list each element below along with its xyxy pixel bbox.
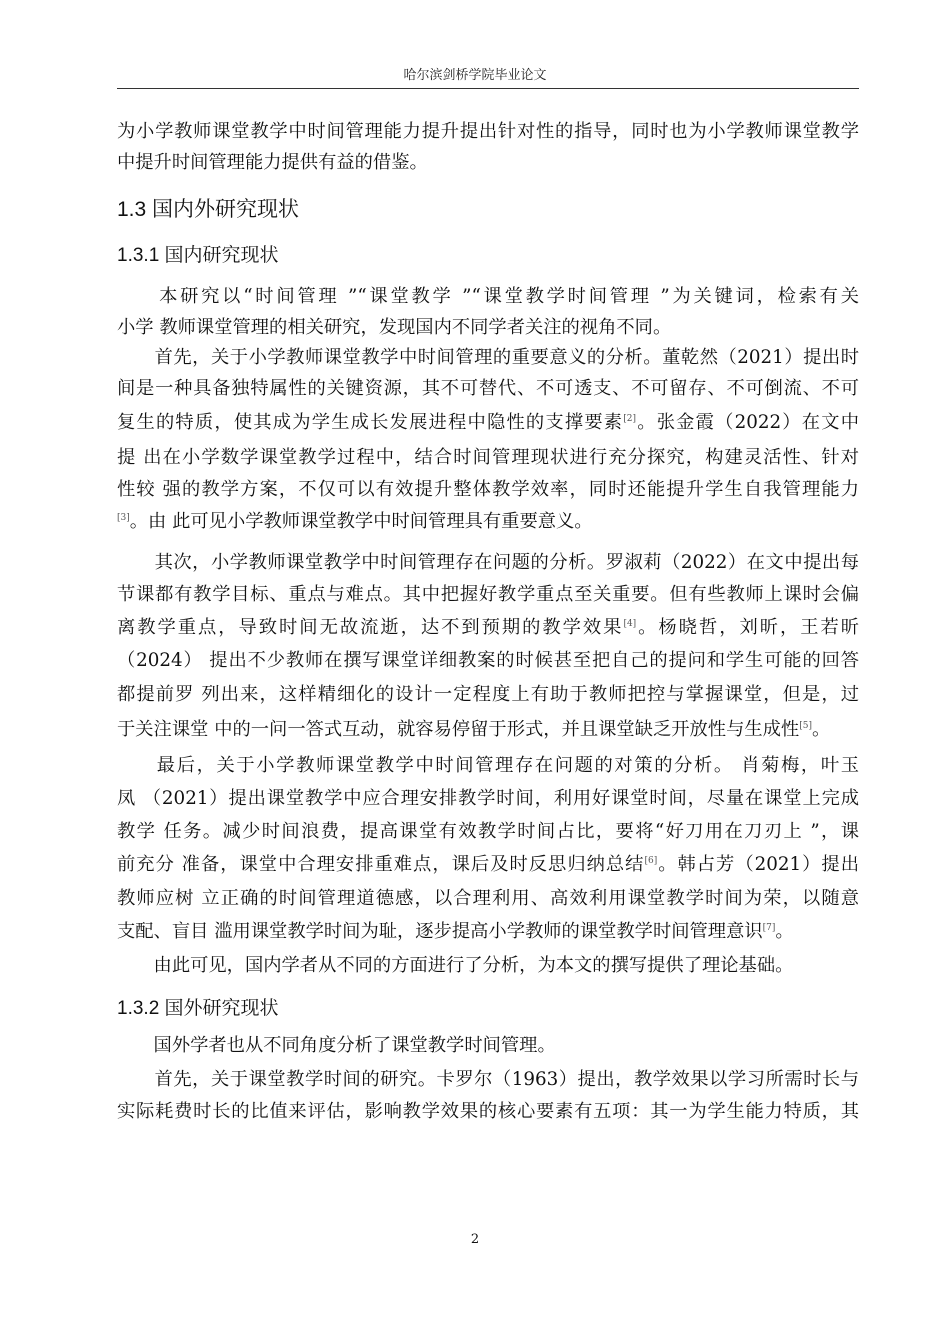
text-segment: 首先，关于小学教师课堂教学中时间管理的重要意义的分析。董乾然（2021）提出时 (117, 347, 859, 368)
text-line (117, 411, 859, 435)
section-heading-1-3: 1.3 国内外研究现状 (117, 198, 300, 221)
text-segment: 于关注课堂 中的一问一答式互动，就容易停留于形式，并且课堂缺乏开放性与生成性 (117, 719, 800, 740)
text-segment: 节课都有教学目标、重点与难点。其中把握好教学重点至关重要。但有些教师上课时会偏 (117, 584, 859, 605)
text-line (117, 920, 859, 944)
text-segment: （2024） 提出不少教师在撰写课堂详细教案的时候甚至把自己的提问和学生可能的回答 (117, 650, 859, 671)
text-segment: 间是一种具备独特属性的关键资源，其不可替代、不可透支、不可留存、不可倒流、不可 (117, 378, 859, 399)
text-segment: 。 (775, 921, 794, 942)
text-line (117, 285, 859, 309)
text-line (117, 478, 859, 502)
text-segment: 为小学教师课堂教学中时间管理能力提升提出针对性的指导，同时也为小学教师课堂教学 (117, 121, 859, 142)
text-segment: 。韩占芳（2021）提出 (657, 854, 859, 875)
text-segment: 前充分 准备，课堂中合理安排重难点，课后及时反思归纳总结 (117, 854, 645, 875)
text-line (117, 1100, 859, 1124)
citation-ref: [3] (117, 513, 130, 523)
text-segment: 其次，小学教师课堂教学中时间管理存在问题的分析。罗淑莉（2022）在文中提出每 (117, 552, 859, 573)
citation-ref: [6] (644, 856, 658, 866)
text-segment: 凤 （2021）提出课堂教学中应合理安排教学时间，利用好课堂时间，尽量在课堂上完成 (117, 788, 859, 809)
citation-ref: [2] (623, 414, 637, 424)
text-line (117, 616, 859, 640)
text-line (117, 583, 859, 607)
text-segment: 支配、盲目 滥用课堂教学时间为耻，逐步提高小学教师的课堂教学时间管理意识 (117, 921, 763, 942)
citation-ref: [7] (762, 923, 776, 933)
text-line (117, 954, 859, 978)
text-segment: 都提前罗 列出来，这样精细化的设计一定程度上有助于教师把控与掌握课堂，但是，过 (117, 684, 859, 705)
text-segment: 提 出在小学数学课堂教学过程中，结合时间管理现状进行充分探究，构建灵活性、针对 (117, 447, 859, 468)
text-line (117, 551, 859, 575)
text-segment: 。 (811, 719, 831, 740)
text-segment: 国外学者也从不同角度分析了课堂教学时间管理。 (117, 1035, 556, 1056)
text-segment: 首先，关于课堂教学时间的研究。卡罗尔（1963）提出，教学效果以学习所需时长与 (117, 1069, 859, 1090)
text-segment: 离教学重点，导致时间无故流逝，达不到预期的教学效果 (117, 617, 624, 638)
text-line (117, 120, 859, 144)
citation-ref: [5] (799, 721, 812, 731)
text-segment: 。张金霞（2022）在文中 (636, 412, 859, 433)
text-line (117, 718, 859, 742)
section-heading-1-3-1: 1.3.1 国内研究现状 (117, 245, 279, 266)
text-line (117, 346, 859, 370)
text-line (117, 446, 859, 470)
text-line (117, 1034, 859, 1058)
text-segment: 。杨晓哲，刘昕，王若昕 (636, 617, 860, 638)
citation-ref: [4] (623, 619, 637, 629)
text-segment: 本研究以“时间管理 ”“课堂教学 ”“课堂教学时间管理 ”为关键词，检索有关 (117, 286, 859, 307)
text-segment: 。由 此可见小学教师课堂教学中时间管理具有重要意义。 (129, 511, 593, 532)
text-line (117, 887, 859, 911)
running-header: 哈尔滨剑桥学院毕业论文 (403, 68, 547, 83)
text-line (117, 853, 859, 877)
text-segment: 性较 强的教学方案，不仅可以有效提升整体教学效率，同时还能提升学生自我管理能力 (117, 479, 859, 500)
text-segment: 中提升时间管理能力提供有益的借鉴。 (117, 152, 428, 173)
text-segment: 小学 教师课堂管理的相关研究，发现国内不同学者关注的视角不同。 (117, 317, 672, 338)
text-line (117, 316, 859, 340)
text-line (117, 151, 859, 175)
text-segment: 由此可见，国内学者从不同的方面进行了分析，为本文的撰写提供了理论基础。 (117, 955, 794, 976)
section-heading-1-3-2: 1.3.2 国外研究现状 (117, 998, 279, 1019)
text-line (117, 787, 859, 811)
text-segment: 实际耗费时长的比值来评估，影响教学效果的核心要素有五项：其一为学生能力特质，其 (117, 1101, 859, 1122)
text-line (117, 1068, 859, 1092)
text-line (117, 510, 859, 534)
header-rule (117, 88, 859, 89)
page-number: 2 (470, 1232, 480, 1247)
text-segment: 最后，关于小学教师课堂教学中时间管理存在问题的对策的分析。 肖菊梅，叶玉 (117, 755, 859, 776)
text-line (117, 377, 859, 401)
text-line (117, 820, 859, 844)
text-segment: 教师应树 立正确的时间管理道德感，以合理利用、高效利用课堂教学时间为荣，以随意 (117, 888, 859, 909)
text-line (117, 649, 859, 673)
text-segment: 教学 任务。减少时间浪费，提高课堂有效教学时间占比，要将“好刀用在刀刃上 ”，课 (117, 821, 859, 842)
text-line (117, 683, 859, 707)
text-line (117, 754, 859, 778)
text-segment: 复生的特质，使其成为学生成长发展进程中隐性的支撑要素 (117, 412, 624, 433)
